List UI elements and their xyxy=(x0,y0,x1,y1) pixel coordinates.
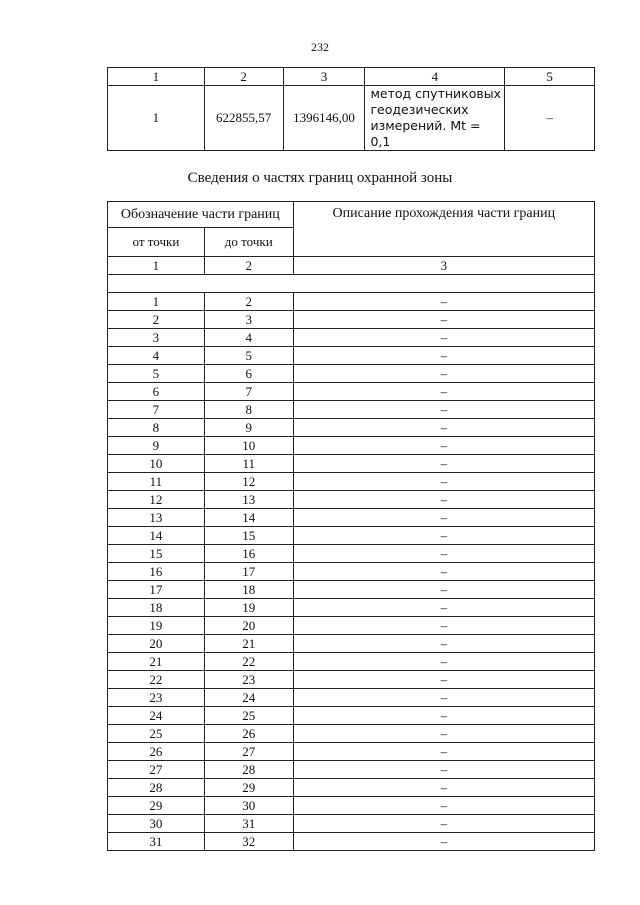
to-point-cell: 16 xyxy=(204,545,293,563)
description-cell: – xyxy=(293,707,594,725)
x-coordinate-cell: 622855,57 xyxy=(204,86,283,151)
from-point-cell: 27 xyxy=(108,761,205,779)
from-point-cell: 8 xyxy=(108,419,205,437)
to-point-cell: 26 xyxy=(204,725,293,743)
to-point-cell: 18 xyxy=(204,581,293,599)
empty-row xyxy=(108,275,595,293)
coordinates-data-row xyxy=(108,86,595,151)
to-point-cell: 30 xyxy=(204,797,293,815)
from-point-header: от точки xyxy=(108,228,205,257)
y-coordinate-cell: 1396146,00 xyxy=(283,86,365,151)
to-point-cell: 6 xyxy=(204,365,293,383)
to-point-cell: 9 xyxy=(204,419,293,437)
table-row xyxy=(108,491,595,509)
description-cell: – xyxy=(293,455,594,473)
table-row xyxy=(108,653,595,671)
description-cell: – xyxy=(293,617,594,635)
description-cell: – xyxy=(293,365,594,383)
from-point-cell: 16 xyxy=(108,563,205,581)
table-row xyxy=(108,779,595,797)
from-point-cell: 14 xyxy=(108,527,205,545)
from-point-cell: 10 xyxy=(108,455,205,473)
table-row xyxy=(108,581,595,599)
table-row xyxy=(108,761,595,779)
to-point-cell: 12 xyxy=(204,473,293,491)
to-point-cell: 21 xyxy=(204,635,293,653)
to-point-cell: 11 xyxy=(204,455,293,473)
table-row xyxy=(108,293,595,311)
to-point-cell: 13 xyxy=(204,491,293,509)
to-point-cell: 4 xyxy=(204,329,293,347)
table-row xyxy=(108,689,595,707)
table-row xyxy=(108,833,595,851)
column-numbers-row xyxy=(108,257,595,275)
description-cell: – xyxy=(293,635,594,653)
description-cell: – xyxy=(293,815,594,833)
description-cell: – xyxy=(293,563,594,581)
column-number-cell: 1 xyxy=(108,257,205,275)
description-cell: – xyxy=(293,653,594,671)
table-row xyxy=(108,563,595,581)
table-row xyxy=(108,527,595,545)
table-row xyxy=(108,797,595,815)
description-cell: – xyxy=(293,527,594,545)
description-cell: – xyxy=(293,599,594,617)
table-row xyxy=(108,545,595,563)
point-number-cell: 1 xyxy=(108,86,205,151)
column-number-cell: 2 xyxy=(204,257,293,275)
description-cell: – xyxy=(293,329,594,347)
description-cell: – xyxy=(293,311,594,329)
from-point-cell: 28 xyxy=(108,779,205,797)
to-point-cell: 10 xyxy=(204,437,293,455)
description-cell: – xyxy=(293,779,594,797)
to-point-cell: 19 xyxy=(204,599,293,617)
boundary-parts-table xyxy=(107,201,595,851)
table-row xyxy=(108,401,595,419)
description-cell: – xyxy=(293,473,594,491)
note-cell: – xyxy=(505,86,595,151)
empty-cell xyxy=(108,275,595,293)
from-point-cell: 29 xyxy=(108,797,205,815)
table-row xyxy=(108,383,595,401)
to-point-cell: 24 xyxy=(204,689,293,707)
table-row xyxy=(108,365,595,383)
from-point-cell: 24 xyxy=(108,707,205,725)
parts-table-body xyxy=(108,293,595,851)
to-point-cell: 27 xyxy=(204,743,293,761)
to-point-cell: 20 xyxy=(204,617,293,635)
description-cell: – xyxy=(293,383,594,401)
from-point-cell: 12 xyxy=(108,491,205,509)
to-point-cell: 22 xyxy=(204,653,293,671)
to-point-cell: 2 xyxy=(204,293,293,311)
from-point-cell: 3 xyxy=(108,329,205,347)
table-row xyxy=(108,815,595,833)
table-row xyxy=(108,509,595,527)
coordinates-header-cell: 5 xyxy=(505,68,595,86)
to-point-cell: 8 xyxy=(204,401,293,419)
method-cell: метод спутниковых геодезических измерений. Mt = 0,1 xyxy=(365,86,505,151)
from-point-cell: 11 xyxy=(108,473,205,491)
from-point-cell: 18 xyxy=(108,599,205,617)
description-cell: – xyxy=(293,545,594,563)
table-row xyxy=(108,725,595,743)
description-cell: – xyxy=(293,581,594,599)
coordinates-header-cell: 2 xyxy=(204,68,283,86)
from-point-cell: 6 xyxy=(108,383,205,401)
description-cell: – xyxy=(293,509,594,527)
to-point-header: до точки xyxy=(204,228,293,257)
from-point-cell: 23 xyxy=(108,689,205,707)
description-cell: – xyxy=(293,761,594,779)
from-point-cell: 26 xyxy=(108,743,205,761)
description-cell: – xyxy=(293,437,594,455)
from-point-cell: 4 xyxy=(108,347,205,365)
from-point-cell: 20 xyxy=(108,635,205,653)
table-row xyxy=(108,707,595,725)
table-row xyxy=(108,419,595,437)
table-row xyxy=(108,347,595,365)
parts-header-row xyxy=(108,202,595,228)
from-point-cell: 13 xyxy=(108,509,205,527)
table-row xyxy=(108,617,595,635)
table-row xyxy=(108,437,595,455)
description-cell: – xyxy=(293,725,594,743)
column-number-cell: 3 xyxy=(293,257,594,275)
from-point-cell: 22 xyxy=(108,671,205,689)
description-cell: – xyxy=(293,743,594,761)
table-row xyxy=(108,329,595,347)
to-point-cell: 23 xyxy=(204,671,293,689)
coordinates-header-row xyxy=(108,68,595,86)
from-point-cell: 19 xyxy=(108,617,205,635)
from-point-cell: 15 xyxy=(108,545,205,563)
from-point-cell: 1 xyxy=(108,293,205,311)
to-point-cell: 15 xyxy=(204,527,293,545)
table-row xyxy=(108,671,595,689)
from-point-cell: 17 xyxy=(108,581,205,599)
table-row xyxy=(108,599,595,617)
description-header: Описание прохождения части границ xyxy=(293,202,594,257)
section-title: Сведения о частях границ охранной зоны xyxy=(187,170,453,186)
to-point-cell: 32 xyxy=(204,833,293,851)
designation-header: Обозначение части границ xyxy=(108,202,294,228)
from-point-cell: 5 xyxy=(108,365,205,383)
from-point-cell: 25 xyxy=(108,725,205,743)
table-row xyxy=(108,455,595,473)
table-row xyxy=(108,473,595,491)
description-cell: – xyxy=(293,689,594,707)
to-point-cell: 7 xyxy=(204,383,293,401)
description-cell: – xyxy=(293,797,594,815)
coordinates-table xyxy=(107,67,595,151)
coordinates-header-cell: 4 xyxy=(365,68,505,86)
to-point-cell: 17 xyxy=(204,563,293,581)
to-point-cell: 28 xyxy=(204,761,293,779)
to-point-cell: 25 xyxy=(204,707,293,725)
description-cell: – xyxy=(293,671,594,689)
description-cell: – xyxy=(293,401,594,419)
table-row xyxy=(108,311,595,329)
from-point-cell: 7 xyxy=(108,401,205,419)
from-point-cell: 21 xyxy=(108,653,205,671)
page-number: 232 xyxy=(311,40,329,54)
table-row xyxy=(108,743,595,761)
coordinates-header-cell: 3 xyxy=(283,68,365,86)
from-point-cell: 30 xyxy=(108,815,205,833)
from-point-cell: 2 xyxy=(108,311,205,329)
to-point-cell: 29 xyxy=(204,779,293,797)
to-point-cell: 14 xyxy=(204,509,293,527)
from-point-cell: 31 xyxy=(108,833,205,851)
coordinates-header-cell: 1 xyxy=(108,68,205,86)
description-cell: – xyxy=(293,419,594,437)
description-cell: – xyxy=(293,491,594,509)
table-row xyxy=(108,635,595,653)
from-point-cell: 9 xyxy=(108,437,205,455)
to-point-cell: 3 xyxy=(204,311,293,329)
description-cell: – xyxy=(293,293,594,311)
description-cell: – xyxy=(293,347,594,365)
description-cell: – xyxy=(293,833,594,851)
to-point-cell: 31 xyxy=(204,815,293,833)
to-point-cell: 5 xyxy=(204,347,293,365)
